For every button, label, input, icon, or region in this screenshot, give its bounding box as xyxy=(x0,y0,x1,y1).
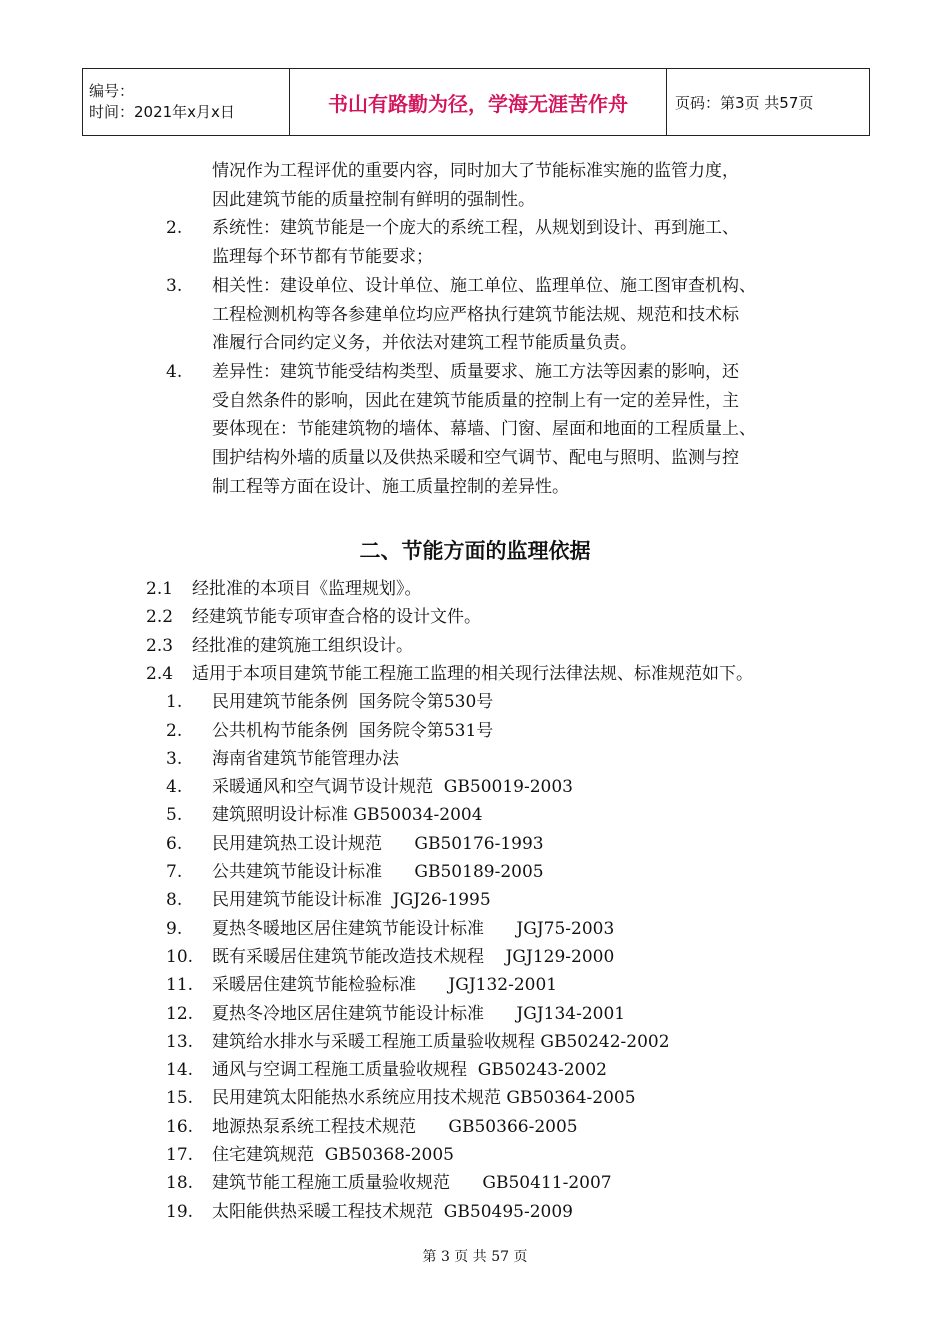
standard-item: 建筑给水排水与采暖工程施工质量验收规程 GB50242-2002 xyxy=(212,1031,670,1052)
list-number: 3. xyxy=(166,275,183,296)
standard-number: 18. xyxy=(166,1173,194,1194)
standard-item: 夏热冬冷地区居住建筑节能设计标准 JGJ134-2001 xyxy=(212,1003,626,1024)
paragraph-line: 监理每个环节都有节能要求； xyxy=(212,247,433,268)
paragraph-line: 准履行合同约定义务，并依法对建筑工程节能质量负责。 xyxy=(212,333,637,354)
standard-number: 5. xyxy=(166,805,183,826)
clause-number: 2.1 xyxy=(146,579,174,599)
standard-item: 通风与空调工程施工质量验收规程 GB50243-2002 xyxy=(212,1060,607,1081)
standard-item: 建筑节能工程施工质量验收规范 GB50411-2007 xyxy=(212,1173,612,1194)
page-header xyxy=(82,68,870,136)
standard-number: 2. xyxy=(166,720,183,741)
page-footer: 第 3 页 共 57 页 xyxy=(422,1249,528,1265)
document-date: 时间：2021年x月x日 xyxy=(89,103,235,121)
list-number: 4. xyxy=(166,361,183,382)
standard-number: 6. xyxy=(166,833,183,854)
standard-number: 3. xyxy=(166,748,183,769)
paragraph-line: 制工程等方面在设计、施工质量控制的差异性。 xyxy=(212,476,569,497)
clause-number: 2.2 xyxy=(146,607,174,628)
standard-number: 14. xyxy=(166,1060,194,1081)
clause-number: 2.4 xyxy=(146,663,174,684)
standard-number: 11. xyxy=(166,975,194,996)
standard-number: 12. xyxy=(166,1003,194,1024)
standard-number: 1. xyxy=(166,692,183,713)
clause-text: 经批准的建筑施工组织设计。 xyxy=(192,635,413,656)
standard-number: 13. xyxy=(166,1031,194,1052)
standard-item: 民用建筑热工设计规范 GB50176-1993 xyxy=(212,833,544,854)
paragraph-line: 系统性：建筑节能是一个庞大的系统工程，从规划到设计、再到施工、 xyxy=(212,218,739,239)
standard-number: 7. xyxy=(166,862,183,882)
standard-number: 17. xyxy=(166,1145,194,1165)
standard-item: 采暖通风和空气调节设计规范 GB50019-2003 xyxy=(212,777,573,798)
standard-number: 16. xyxy=(166,1116,194,1137)
standard-number: 15. xyxy=(166,1088,194,1109)
standard-item: 建筑照明设计标准 GB50034-2004 xyxy=(212,805,483,826)
standard-item: 公共机构节能条例 国务院令第531号 xyxy=(212,720,494,741)
clause-number: 2.3 xyxy=(146,635,174,656)
standard-item: 民用建筑太阳能热水系统应用技术规范 GB50364-2005 xyxy=(212,1088,636,1109)
paragraph-line: 要体现在：节能建筑物的墙体、幕墙、门窗、屋面和地面的工程质量上、 xyxy=(212,419,756,440)
standard-number: 19. xyxy=(166,1201,194,1222)
standard-item: 地源热泵系统工程技术规范 GB50366-2005 xyxy=(212,1116,578,1137)
paragraph-line: 受自然条件的影响，因此在建筑节能质量的控制上有一定的差异性，主 xyxy=(212,390,739,411)
clause-text: 经建筑节能专项审查合格的设计文件。 xyxy=(192,607,481,628)
standard-item: 民用建筑节能条例 国务院令第530号 xyxy=(212,692,494,713)
standard-item: 太阳能供热采暖工程技术规范 GB50495-2009 xyxy=(212,1201,573,1222)
header-motto: 书山有路勤为径，学海无涯苦作舟 xyxy=(290,69,667,136)
paragraph-line: 围护结构外墙的质量以及供热采暖和空气调节、配电与照明、监测与控 xyxy=(212,448,739,468)
standard-number: 9. xyxy=(166,918,183,939)
paragraph-line: 差异性：建筑节能受结构类型、质量要求、施工方法等因素的影响，还 xyxy=(212,361,739,382)
standard-item: 海南省建筑节能管理办法 xyxy=(212,748,399,769)
standard-item: 采暖居住建筑节能检验标准 JGJ132-2001 xyxy=(212,975,558,996)
standard-item: 既有采暖居住建筑节能改造技术规程 JGJ129-2000 xyxy=(212,946,615,967)
paragraph-line: 工程检测机构等各参建单位均应严格执行建筑节能法规、规范和技术标 xyxy=(212,304,739,325)
paragraph-line: 相关性：建设单位、设计单位、施工单位、监理单位、施工图审查机构、 xyxy=(212,275,756,296)
paragraph-line: 情况作为工程评优的重要内容，同时加大了节能标准实施的监管力度， xyxy=(212,161,739,181)
standard-number: 8. xyxy=(166,890,183,911)
standard-item: 夏热冬暖地区居住建筑节能设计标准 JGJ75-2003 xyxy=(212,918,615,939)
standard-number: 10. xyxy=(166,946,194,967)
clause-text: 适用于本项目建筑节能工程施工监理的相关现行法律法规、标准规范如下。 xyxy=(192,663,753,684)
section-title: 二、节能方面的监理依据 xyxy=(359,539,591,563)
list-number: 2. xyxy=(166,218,183,239)
standard-item: 住宅建筑规范 GB50368-2005 xyxy=(212,1145,454,1165)
document-number-label: 编号： xyxy=(89,82,135,100)
standard-item: 公共建筑节能设计标准 GB50189-2005 xyxy=(212,862,544,882)
standard-item: 民用建筑节能设计标准 JGJ26-1995 xyxy=(212,890,491,911)
clause-text: 经批准的本项目《监理规划》。 xyxy=(192,579,422,599)
paragraph-line: 因此建筑节能的质量控制有鲜明的强制性。 xyxy=(212,189,535,210)
standard-number: 4. xyxy=(166,777,183,798)
header-page-info: 页码：第3页 共57页 xyxy=(667,69,870,136)
header-left xyxy=(83,69,290,136)
